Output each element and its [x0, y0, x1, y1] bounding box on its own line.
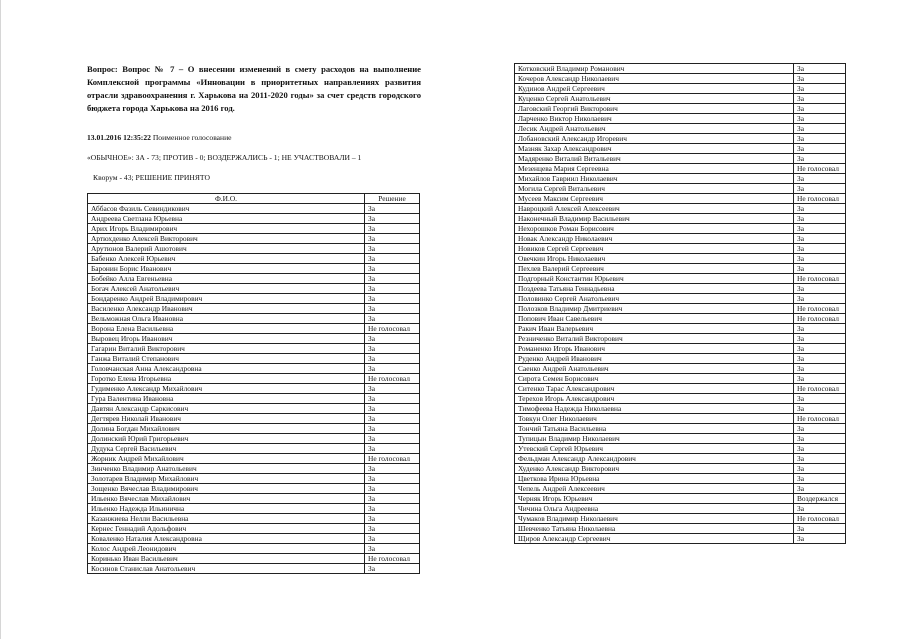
table-row — [515, 244, 846, 254]
deputy-name: Саенко Андрей Анатольевич — [515, 364, 794, 374]
deputy-name: Мадяренко Виталий Витальевич — [515, 154, 794, 164]
table-row — [515, 114, 846, 124]
deputy-name: Ларченко Виктор Николаевич — [515, 114, 794, 124]
table-row — [88, 524, 420, 534]
deputy-name: Могила Сергей Витальевич — [515, 184, 794, 194]
table-row — [515, 104, 846, 114]
deputy-name: Терехов Игорь Александрович — [515, 394, 794, 404]
deputy-name: Черняк Игорь Юрьевич — [515, 494, 794, 504]
vote-decision: За — [365, 484, 420, 494]
table-row — [515, 324, 846, 334]
deputy-name: Коваленко Наталия Александровна — [88, 534, 365, 544]
deputy-name: Вельможная Ольга Ивановна — [88, 314, 365, 324]
table-row — [88, 414, 420, 424]
vote-decision: За — [365, 304, 420, 314]
deputy-name: Навроцкий Алексей Алексеевич — [515, 204, 794, 214]
table-row — [88, 264, 420, 274]
question-text: Вопрос: Вопрос № 7 – О внесении изменений в смету расходов на выполнение Комплексной программы «Инновации в приоритетных направлениях развития отрасли здравоохранения г. Харькова на 2011-2020 годы» за счет средств городского бюджета города Харькова на 2016 год. — [87, 64, 421, 113]
vote-decision: За — [794, 504, 846, 514]
vote-decision: За — [365, 314, 420, 324]
vote-decision: За — [365, 294, 420, 304]
table-row — [515, 404, 846, 414]
table-row — [88, 224, 420, 234]
table-row — [515, 344, 846, 354]
table-row — [515, 304, 846, 314]
deputy-name: Колос Андрей Леонидович — [88, 544, 365, 554]
deputy-name: Ганжа Виталий Степанович — [88, 354, 365, 364]
table-row — [515, 94, 846, 104]
vote-decision: За — [794, 244, 846, 254]
vote-decision: За — [794, 134, 846, 144]
deputy-name: Нехорошков Роман Борисович — [515, 224, 794, 234]
table-row — [88, 324, 420, 334]
table-row — [88, 244, 420, 254]
table-row — [515, 334, 846, 344]
vote-decision: За — [794, 114, 846, 124]
deputy-name: Головчанская Анна Александровна — [88, 364, 365, 374]
vote-decision: За — [365, 234, 420, 244]
table-row — [515, 254, 846, 264]
vote-decision: За — [794, 364, 846, 374]
vote-decision: Не голосовал — [794, 194, 846, 204]
table-row — [88, 474, 420, 484]
vote-decision: Не голосовал — [794, 274, 846, 284]
deputy-name: Мезенцева Мария Сергеевна — [515, 164, 794, 174]
vote-decision: Не голосовал — [794, 164, 846, 174]
vote-decision: За — [365, 414, 420, 424]
table-row — [515, 474, 846, 484]
deputy-name: Руденко Андрей Иванович — [515, 354, 794, 364]
table-row — [515, 284, 846, 294]
deputy-name: Золотарев Владимир Михайлович — [88, 474, 365, 484]
vote-decision: За — [365, 464, 420, 474]
vote-decision: За — [365, 364, 420, 374]
deputy-name: Косинов Станислав Анатольевич — [88, 564, 365, 574]
vote-decision: За — [365, 434, 420, 444]
deputy-name: Романенко Игорь Иванович — [515, 344, 794, 354]
vote-decision: За — [365, 274, 420, 284]
deputy-name: Наконечный Владимир Васильевич — [515, 214, 794, 224]
vote-decision: За — [794, 74, 846, 84]
vote-decision: За — [365, 354, 420, 364]
deputy-name: Бобейко Алла Евгеньевна — [88, 274, 365, 284]
vote-decision: За — [365, 404, 420, 414]
deputy-name: Куценко Сергей Анатольевич — [515, 94, 794, 104]
deputy-name: Половинко Сергей Анатольевич — [515, 294, 794, 304]
vote-decision: За — [794, 484, 846, 494]
table-row — [88, 504, 420, 514]
table-row — [88, 454, 420, 464]
table-row — [88, 384, 420, 394]
vote-decision: За — [794, 324, 846, 334]
vote-decision: За — [365, 384, 420, 394]
vote-decision: За — [365, 224, 420, 234]
table-row — [88, 534, 420, 544]
table-row — [515, 514, 846, 524]
vote-decision: За — [794, 374, 846, 384]
table-row — [88, 494, 420, 504]
vote-decision: За — [794, 524, 846, 534]
quorum-line: Кворум - 43; РЕШЕНИЕ ПРИНЯТО — [93, 173, 210, 182]
vote-decision: За — [794, 184, 846, 194]
vote-decision: За — [794, 284, 846, 294]
vote-type: Поименное голосование — [152, 133, 232, 142]
deputy-name: Дегтярев Николай Иванович — [88, 414, 365, 424]
deputy-name: Попович Иван Савельевич — [515, 314, 794, 324]
table-row — [88, 214, 420, 224]
table-row — [515, 534, 846, 544]
vote-decision: За — [794, 444, 846, 454]
deputy-name: Жорник Андрей Михайлович — [88, 454, 365, 464]
table-row — [515, 134, 846, 144]
deputy-name: Тончий Татьяна Васильевна — [515, 424, 794, 434]
table-row — [515, 224, 846, 234]
vote-decision: Не голосовал — [365, 554, 420, 564]
vote-decision: За — [794, 354, 846, 364]
table-row — [515, 234, 846, 244]
vote-decision: За — [365, 394, 420, 404]
deputy-name: Сирота Семен Борисович — [515, 374, 794, 384]
vote-decision: За — [794, 294, 846, 304]
table-row — [515, 84, 846, 94]
deputy-name: Ильенко Вячеслав Михайлович — [88, 494, 365, 504]
deputy-name: Аббасов Фазиль Севиндикович — [88, 204, 365, 214]
deputy-name: Зинченко Владимир Анатольевич — [88, 464, 365, 474]
deputy-name: Фельдман Александр Александрович — [515, 454, 794, 464]
deputy-name: Чичина Ольга Андреевна — [515, 504, 794, 514]
deputy-name: Богач Алексей Анатольевич — [88, 284, 365, 294]
deputy-name: Товкун Олег Николаевич — [515, 414, 794, 424]
vote-decision: За — [794, 464, 846, 474]
table-row — [515, 184, 846, 194]
table-row — [515, 494, 846, 504]
deputy-name: Тупицын Владимир Николаевич — [515, 434, 794, 444]
table-row — [515, 214, 846, 224]
vote-decision: Не голосовал — [365, 454, 420, 464]
table-row — [515, 454, 846, 464]
vote-session-line — [87, 133, 232, 142]
deputy-name: Подгорный Константин Юрьевич — [515, 274, 794, 284]
vote-decision: За — [365, 284, 420, 294]
vote-decision: За — [794, 104, 846, 114]
table-row — [88, 314, 420, 324]
deputy-name: Горотко Елена Игорьевна — [88, 374, 365, 384]
deputy-name: Шевченко Татьяна Николаевна — [515, 524, 794, 534]
deputy-name: Бондаренко Андрей Владимирович — [88, 294, 365, 304]
vote-decision: За — [365, 334, 420, 344]
deputy-name: Выровец Игорь Иванович — [88, 334, 365, 344]
table-header-row — [88, 194, 420, 204]
deputy-name: Овечкин Игорь Николаевич — [515, 254, 794, 264]
table-row — [515, 394, 846, 404]
deputy-name: Гагарин Виталий Викторович — [88, 344, 365, 354]
deputy-name: Василенко Александр Иванович — [88, 304, 365, 314]
deputy-name: Худенко Александр Викторович — [515, 464, 794, 474]
vote-decision: За — [794, 434, 846, 444]
deputy-name: Лаговский Георгий Викторович — [515, 104, 794, 114]
table-row — [515, 414, 846, 424]
table-row — [88, 564, 420, 574]
deputy-name: Щиров Александр Сергеевич — [515, 534, 794, 544]
vote-decision: За — [365, 344, 420, 354]
deputy-name: Новак Александр Николаевич — [515, 234, 794, 244]
vote-decision: За — [794, 254, 846, 264]
table-row — [88, 204, 420, 214]
table-row — [515, 124, 846, 134]
vote-decision: За — [794, 124, 846, 134]
vote-decision: За — [365, 244, 420, 254]
deputy-name: Мусеев Максим Сергеевич — [515, 194, 794, 204]
vote-decision: Не голосовал — [794, 314, 846, 324]
table-row — [515, 424, 846, 434]
table-row — [515, 314, 846, 324]
deputy-name: Михайлов Гавриил Николаевич — [515, 174, 794, 184]
vote-decision: За — [365, 264, 420, 274]
deputy-name: Долина Богдан Михайлович — [88, 424, 365, 434]
table-row — [515, 164, 846, 174]
deputy-name: Арих Игорь Владимирович — [88, 224, 365, 234]
table-row — [515, 274, 846, 284]
vote-decision: За — [365, 204, 420, 214]
deputy-name: Кернес Геннадий Адольфович — [88, 524, 365, 534]
deputy-name: Котковский Владимир Романович — [515, 64, 794, 74]
table-row — [515, 444, 846, 454]
deputy-name: Ильенко Надежда Ильинична — [88, 504, 365, 514]
table-row — [515, 294, 846, 304]
vote-decision: За — [365, 474, 420, 484]
table-row — [88, 294, 420, 304]
vote-decision: За — [794, 174, 846, 184]
deputy-name: Ситенко Тарас Александрович — [515, 384, 794, 394]
table-row — [88, 554, 420, 564]
table-row — [515, 384, 846, 394]
deputy-name: Чепель Андрей Алексеевич — [515, 484, 794, 494]
table-row — [88, 284, 420, 294]
votes-table-left — [87, 193, 420, 574]
table-row — [515, 204, 846, 214]
deputy-name: Кудинов Андрей Сергеевич — [515, 84, 794, 94]
deputy-name: Резниченко Виталий Викторович — [515, 334, 794, 344]
name-column-header: Ф.И.О. — [88, 194, 365, 204]
deputy-name: Полозков Владимир Дмитриевич — [515, 304, 794, 314]
deputy-name: Коринько Иван Васильевич — [88, 554, 365, 564]
decision-column-header: Решение — [365, 194, 420, 204]
vote-decision: За — [794, 334, 846, 344]
vote-decision: За — [794, 344, 846, 354]
vote-decision: За — [794, 84, 846, 94]
vote-decision: За — [365, 214, 420, 224]
table-row — [515, 354, 846, 364]
vote-decision: За — [794, 144, 846, 154]
table-row — [515, 464, 846, 474]
deputy-name: Утевский Сергей Юрьевич — [515, 444, 794, 454]
deputy-name: Арутюнов Валерий Ашотович — [88, 244, 365, 254]
table-row — [88, 434, 420, 444]
vote-decision: За — [794, 474, 846, 484]
table-row — [88, 464, 420, 474]
table-row — [515, 434, 846, 444]
table-row — [88, 374, 420, 384]
table-row — [515, 144, 846, 154]
votes-table-right — [514, 63, 846, 544]
deputy-name: Бабенко Алексей Юрьевич — [88, 254, 365, 264]
vote-decision: Не голосовал — [794, 384, 846, 394]
table-row — [88, 364, 420, 374]
table-row — [515, 64, 846, 74]
table-row — [515, 364, 846, 374]
vote-results: «ОБЫЧНОЕ»: ЗА - 73; ПРОТИВ - 0; ВОЗДЕРЖАЛИСЬ - 1; НЕ УЧАСТВОВАЛИ – 1 — [87, 153, 362, 162]
table-row — [88, 544, 420, 554]
vote-decision: За — [794, 64, 846, 74]
vote-decision: Не голосовал — [794, 514, 846, 524]
table-row — [515, 524, 846, 534]
table-row — [88, 334, 420, 344]
deputy-name: Чумаков Владимир Николаевич — [515, 514, 794, 524]
deputy-name: Дудука Сергей Васильевич — [88, 444, 365, 454]
vote-decision: За — [794, 224, 846, 234]
deputy-name: Андреева Светлана Юрьевна — [88, 214, 365, 224]
deputy-name: Пехлев Валерий Сергеевич — [515, 264, 794, 274]
vote-decision: Воздержался — [794, 494, 846, 504]
vote-decision: За — [365, 524, 420, 534]
vote-decision: За — [794, 404, 846, 414]
vote-decision: За — [794, 454, 846, 464]
vote-decision: За — [794, 154, 846, 164]
vote-decision: За — [365, 444, 420, 454]
deputy-name: Гудименко Александр Михайлович — [88, 384, 365, 394]
vote-decision: За — [794, 394, 846, 404]
deputy-name: Зощенко Вячеслав Владимирович — [88, 484, 365, 494]
deputy-name: Цветкова Ирина Юрьевна — [515, 474, 794, 484]
table-row — [88, 424, 420, 434]
vote-decision: За — [365, 514, 420, 524]
table-row — [88, 234, 420, 244]
table-row — [88, 304, 420, 314]
table-row — [88, 354, 420, 364]
table-row — [88, 404, 420, 414]
table-row — [88, 394, 420, 404]
table-row — [515, 374, 846, 384]
table-row — [88, 274, 420, 284]
deputy-name: Баронин Борис Иванович — [88, 264, 365, 274]
vote-decision: За — [365, 534, 420, 544]
vote-decision: За — [794, 94, 846, 104]
vote-datetime: 13.01.2016 12:35:22 — [87, 133, 151, 142]
deputy-name: Артюхденко Алексей Викторович — [88, 234, 365, 244]
table-row — [88, 484, 420, 494]
vote-decision: За — [794, 534, 846, 544]
table-row — [515, 154, 846, 164]
vote-decision: За — [365, 254, 420, 264]
deputy-name: Ракич Иван Валерьевич — [515, 324, 794, 334]
vote-decision: За — [794, 214, 846, 224]
table-row — [515, 504, 846, 514]
vote-decision: Не голосовал — [794, 304, 846, 314]
vote-decision: За — [794, 234, 846, 244]
deputy-name: Ворона Елена Васильевна — [88, 324, 365, 334]
deputy-name: Казанжиева Нелли Васильевна — [88, 514, 365, 524]
vote-decision: Не голосовал — [365, 374, 420, 384]
table-row — [88, 344, 420, 354]
table-row — [515, 484, 846, 494]
deputy-name: Лобановский Александр Игоревич — [515, 134, 794, 144]
vote-decision: За — [365, 544, 420, 554]
deputy-name: Кочеров Александр Николаевич — [515, 74, 794, 84]
deputy-name: Мазняк Захар Александрович — [515, 144, 794, 154]
table-row — [515, 174, 846, 184]
vote-decision: За — [365, 424, 420, 434]
vote-decision: За — [794, 424, 846, 434]
vote-decision: За — [794, 204, 846, 214]
deputy-name: Новиков Сергей Сергеевич — [515, 244, 794, 254]
table-row — [515, 264, 846, 274]
vote-decision: За — [365, 564, 420, 574]
vote-decision: Не голосовал — [794, 414, 846, 424]
deputy-name: Долинский Юрий Григорьевич — [88, 434, 365, 444]
deputy-name: Тимофеева Надежда Николаевна — [515, 404, 794, 414]
vote-decision: Не голосовал — [365, 324, 420, 334]
deputy-name: Гура Валентина Ивановна — [88, 394, 365, 404]
deputy-name: Давтян Александр Саркисович — [88, 404, 365, 414]
table-row — [515, 74, 846, 84]
vote-decision: За — [794, 264, 846, 274]
table-row — [88, 254, 420, 264]
deputy-name: Лесик Андрей Анатольевич — [515, 124, 794, 134]
vote-decision: За — [365, 504, 420, 514]
deputy-name: Поздеева Татьяна Геннадьевна — [515, 284, 794, 294]
table-row — [515, 194, 846, 204]
table-row — [88, 514, 420, 524]
table-row — [88, 444, 420, 454]
vote-decision: За — [365, 494, 420, 504]
